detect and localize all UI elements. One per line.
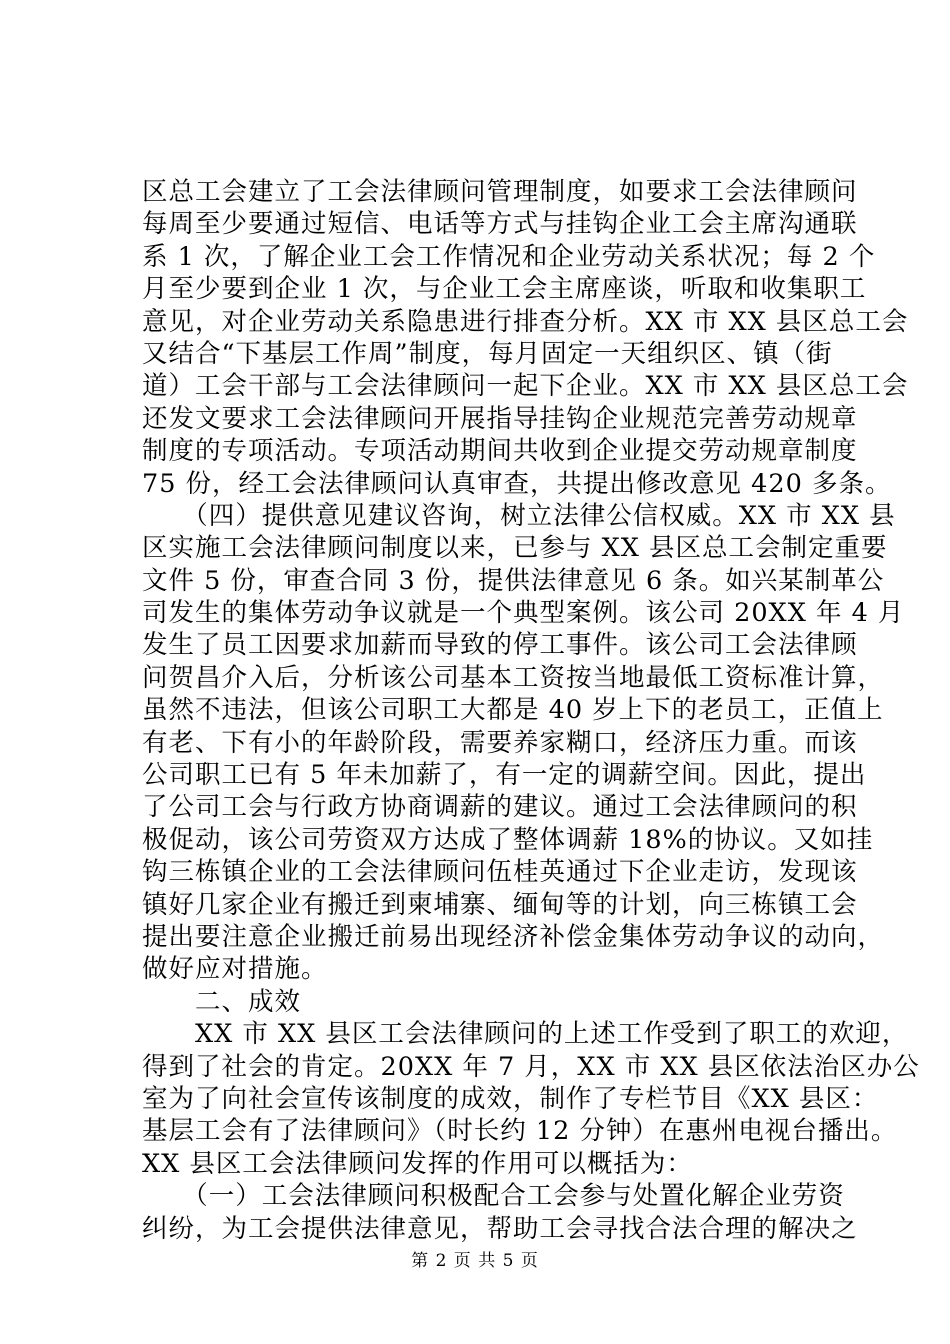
text-line: 虽然不违法，但该公司职工大都是 40 岁上下的老员工，正值上 <box>142 695 884 726</box>
text-line: 提出要注意企业搬迁前易出现经济补偿金集体劳动争议的动向， <box>142 921 885 952</box>
text-line: （一）工会法律顾问积极配合工会参与处置化解企业劳资 <box>142 1181 845 1212</box>
text-line: 文件 5 份，审查合同 3 份，提供法律意见 6 条。如兴某制革公 <box>142 565 885 596</box>
text-line: XX 县区工会法律顾问发挥的作用可以概括为： <box>142 1148 693 1179</box>
text-line: 二、成效 <box>142 986 302 1017</box>
text-line: 纠纷，为工会提供法律意见，帮助工会寻找合法合理的解决之 <box>142 1213 858 1244</box>
text-line: 了公司工会与行政方协商调薪的建议。通过工会法律顾问的积 <box>142 792 858 823</box>
text-line: 问贺昌介入后，分析该公司基本工资按当地最低工资标准计算， <box>142 662 885 693</box>
text-line: 发生了员工因要求加薪而导致的停工事件。该公司工会法律顾 <box>142 630 858 661</box>
text-line: 系 1 次，了解企业工会工作情况和企业劳动关系状况；每 2 个 <box>142 241 876 272</box>
text-line: 极促动，该公司劳资双方达成了整体调薪 18%的协议。又如挂 <box>142 824 874 855</box>
text-line: XX 市 XX 县区工会法律顾问的上述工作受到了职工的欢迎， <box>142 1019 909 1050</box>
text-line: 又结合“下基层工作周”制度，每月固定一天组织区、镇（街 <box>142 338 833 369</box>
text-line: 还发文要求工会法律顾问开展指导挂钩企业规范完善劳动规章 <box>142 403 858 434</box>
text-line: 道）工会干部与工会法律顾问一起下企业。XX 市 XX 县区总工会 <box>142 371 909 402</box>
text-line: 区实施工会法律顾问制度以来，已参与 XX 县区总工会制定重要 <box>142 533 888 564</box>
body-text <box>142 176 920 1245</box>
text-line: 每周至少要通过短信、电话等方式与挂钩企业工会主席沟通联 <box>142 209 858 240</box>
text-line: 镇好几家企业有搬迁到柬埔寨、缅甸等的计划，向三栋镇工会 <box>142 889 858 920</box>
text-line: 得到了社会的肯定。20XX 年 7 月，XX 市 XX 县区依法治区办公 <box>142 1051 920 1082</box>
text-line: 公司职工已有 5 年未加薪了，有一定的调薪空间。因此，提出 <box>142 760 867 791</box>
text-line: 75 份，经工会法律顾问认真审查，共提出修改意见 420 多条。 <box>142 468 892 499</box>
text-line: 意见，对企业劳动关系隐患进行排查分析。XX 市 XX 县区总工会 <box>142 306 909 337</box>
text-line: 钩三栋镇企业的工会法律顾问伍桂英通过下企业走访，发现该 <box>142 857 858 888</box>
text-line: 做好应对措施。 <box>142 954 328 985</box>
text-line: 基层工会有了法律顾问》（时长约 12 分钟）在惠州电视台播出。 <box>142 1116 898 1147</box>
text-line: 制度的专项活动。专项活动期间共收到企业提交劳动规章制度 <box>142 436 858 467</box>
text-line: 月至少要到企业 1 次，与企业工会主席座谈，听取和收集职工 <box>142 274 867 305</box>
text-line: 有老、下有小的年龄阶段，需要养家糊口，经济压力重。而该 <box>142 727 858 758</box>
text-line: 司发生的集体劳动争议就是一个典型案例。该公司 20XX 年 4 月 <box>142 598 905 629</box>
text-line: 室为了向社会宣传该制度的成效，制作了专栏节目《XX 县区： <box>142 1083 879 1114</box>
text-line: 区总工会建立了工会法律顾问管理制度，如要求工会法律顾问 <box>142 177 858 207</box>
page-footer: 第 2 页 共 5 页 <box>411 1251 539 1271</box>
text-line: （四）提供意见建议咨询，树立法律公信权威。XX 市 XX 县 <box>142 500 896 531</box>
